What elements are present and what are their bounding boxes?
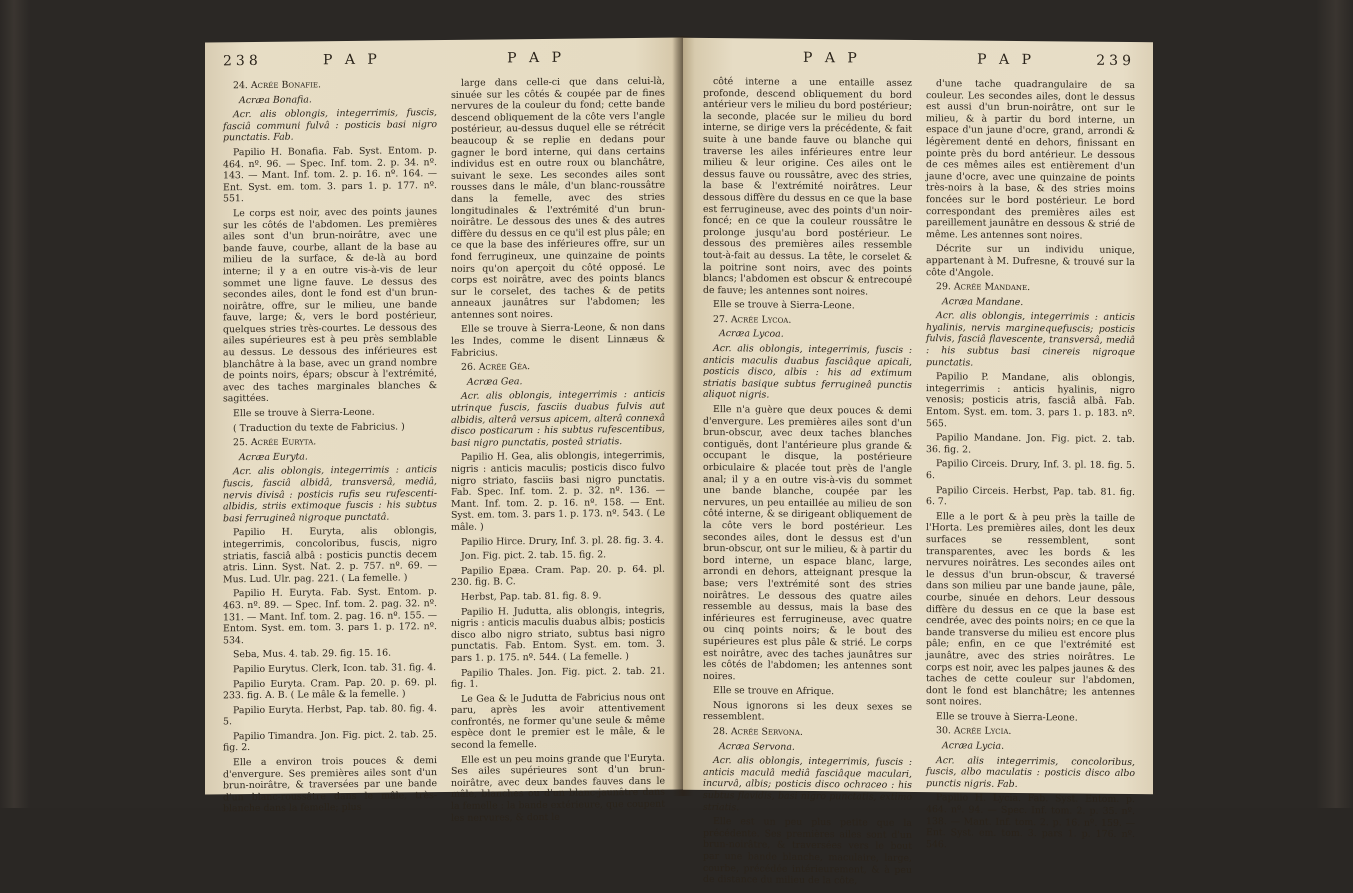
paragraph: d'une tache quadrangulaire de sa couleur. Les secondes ailes, dont le dessus est aussi d'un brun-noirâtre, ont sur le milieu, & à partir du bord interne, un espace d'un jaune d'ocre, grand, arrondi & légèrement denté en dehors, finissant en pointe près du bord antérieur. Le dessous de ces mêmes ailes est entièrement d'un jaune d'ocre, avec une quinzaine de points très-noirs à la base, & des stries moins foncées sur le bord postérieur. Le bord correspondant des premières ailes est pareillement jaunâtre en dessous & strié de même. Les antennes sont noires. [926,78,1135,242]
paragraph: Le Gea & le Judutta de Fabricius nous ont paru, après les avoir attentivement confrontés, ne former qu'une seule & même espèce dont le premier est le mâle, & le second la femelle. [451,691,665,751]
paragraph: Papilio Mandane. Jon. Fig. pict. 2. tab. 36. fig. 2. [926,432,1135,456]
paragraph: Nous ignorons si les deux sexes se ressemblent. [703,699,912,723]
paragraph: 26. Acrée Géa. [461,361,531,374]
paragraph: Elle est un peu moins grande que l'Euryta. Ses ailes supérieures sont d'un brun-noirâtre, avec deux bandes fauves dans le mâle, blanches ou d'un blanc-jaunâtre dans la femelle : la bande extérieure, que coupent les nervures, & dont le [451,752,665,824]
left-page-number: 238 [223,52,262,70]
paragraph: Décrite sur un individu unique, appartenant à M. Dufresne, & trouvé sur la côte d'Angole. [926,243,1135,279]
paragraph: Elle est un peu plus petite que la précédente. Ses premières ailes sont d'un brun-noirâtre, & traversées vers le bout par une bande blanche, maculaire, large, courbe, précédée intérieurement, & à peu de distance du milieu de la côte, [703,816,912,887]
right-page [683,38,1153,887]
paragraph: Papilio H. Lycia. Fab. Syst. Entom. p. 464. nº. 94. — Spec. Inf. tom. 2. p. 35. nº. 138. — Mant. Inf. tom. 2. p. 16. nº. 159. — Ent. Syst. em. tom. 3. pars 1. p. 176. nº. 546. [926,792,1135,851]
right-head-left: P A P [803,49,861,67]
paragraph: Papilio Euryta. Herbst, Pap. tab. 80. fig. 4. 5. [223,702,437,728]
paragraph: Elle a le port & à peu près la taille de l'Horta. Les premières ailes, dont les deux surfaces se ressemblent, sont transparentes, avec les bords & les nervures noirâtres. Les secondes ailes ont le dessus d'un brun-obscur, & traversé dans son milieu par une bande jaune, pâle, courbe, sinuée en dehors. Leur dessous diffère du dessus en ce que la base est cendrée, avec des points noirs; en ce que la bande transverse du milieu est encore plus pâle; enfin, en ce que l'extrémité est jaunâtre, avec des stries noirâtres. Le corps est noir, avec les palpes jaunes & des taches de cette couleur sur l'abdomen, dont le fond est blanchâtre; les antennes sont noires. [926,510,1135,708]
paragraph: Papilio Thales. Jon. Fig. pict. 2. tab. 21. fig. 1. [451,665,665,691]
paragraph: côté interne a une entaille assez profonde, descend obliquement du bord antérieur vers le milieu du bord postérieur; la seconde, placée sur le milieu du bord interne, se dirige vers la précédente, & fait suite à une bande fauve ou blanche qui traverse les ailes inférieures entre leur milieu & leur origine. Ces ailes ont le dessus fauve ou roussâtre, avec des stries, la base & l'extrémité noirâtres. Leur dessous diffère du dessus en ce que la base est ferrugineuse, avec des points d'un noir-foncé; en ce que la couleur roussâtre le prolonge jusqu'au bord postérieur. Le dessous des premières ailes ressemble tout-à-fait au dessus. La tête, le corselet & la poitrine sont noirs, avec des points blancs; l'abdomen est obscur & entrecoupé de fauve; les antennes sont noires. [703,76,912,298]
paragraph: 25. Acrée Euryta. [233,436,317,449]
paragraph: 27. Acrée Lycoa. [713,313,792,326]
paragraph: Acræa Gea. [467,376,523,388]
paragraph: Le corps est noir, avec des points jaunes sur les côtés de l'abdomen. Les premières ailes sont d'un brun-noirâtre, avec une bande fauve, courbe, allant de la base au milieu de la surface, & de-là au bord interne; il y a en outre vis-à-vis de leur sommet une ligne fauve. Le dessus des secondes ailes, dont le fond est d'un brun-noirâtre, offre, sur le milieu, une bande fauve, large; &, vers le bord postérieur, quelques stries très-courtes. Le dessous des ailes supérieures est à peu près semblable au dessus. Le dessous des inférieures est blanchâtre à la base, avec un grand nombre de points noirs, épars; obscur à l'extrémité, avec des taches marginales blanches & sagittées. [223,206,437,405]
paragraph: ( Traduction du texte de Fabricius. ) [233,421,405,434]
paragraph: Elle se trouve à Sierra-Leone, & non dans les Indes, comme le disent Linnæus & Fabricius. [451,322,665,359]
paragraph: Elle se trouve en Afrique. [713,685,835,698]
paragraph: Elle n'a guère que deux pouces & demi d'envergure. Les premières ailes sont d'un brun-obscur, avec deux taches blanches contiguës, dont l'antérieure plus grande & occupant le disque, la postérieure orbiculaire & placée tout près de l'angle anal; il y a en outre vis-à-vis du sommet une bande blanche, coupée par les nervures, un peu entaillée au milieu de son côté interne, & se dirigeant obliquement de la côte vers le bord postérieur. Les secondes ailes, dont le dessus est d'un brun-obscur, ont sur le milieu, & à partir du bord interne, un espace blanc, large, arrondi en dehors, atteignant presque la base; vers l'extrémité sont des stries noirâtres. Le dessous des quatre ailes ressemble au dessus, mais la base des inférieures est ferrugineuse, avec quatre ou cinq points noirs; & le bout des supérieures est plus pâle & strié. Le corps est noirâtre, avec des taches jaunâtres sur les côtés de l'abdomen; les antennes sont noires. [703,404,912,682]
paragraph: Herbst, Pap. tab. 81. fig. 8. 9. [461,590,602,603]
left-head-right: P A P [507,49,565,67]
paragraph: Papilio H. Judutta, alis oblongis, integris, nigris : anticis maculis duabus albis; posticis disco albo nigro striato, subtus basi nigro punctatis. Fab. Entom. Syst. em. tom. 3. pars 1. p. 175. nº. 544. ( La femelle. ) [451,604,665,664]
left-page [205,37,683,824]
paragraph: Elle se trouve à Sierra-Leone. [713,299,855,312]
right-page-number: 239 [1096,52,1135,70]
paragraph: Acræa Bonafia. [239,93,312,106]
paragraph: Papilio H. Euryta, alis oblongis, integerrimis, concoloribus, fuscis, nigro striatis, fasciâ albâ : posticis punctis decem atris. Linn. Syst. Nat. 2. p. 757. nº. 69. — Mus. Lud. Ulr. pag. 221. ( La femelle. ) [223,525,437,586]
paragraph: Jon. Fig. pict. 2. tab. 15. fig. 2. [461,549,607,562]
paragraph: Acr. alis oblongis, integerrimis, fuscis, fasciâ communi fulvâ : posticis basi nigro punctatis. Fab. [223,107,437,144]
paragraph: Acr. alis oblongis, integerrimis : anticis hyalinis, nervis marginequefuscis; posticis fulvis, fasciâ flavescente, transversâ, mediâ : his subtus basi cinereis nigroque punctatis. [926,310,1135,369]
left-running-head [223,49,665,77]
paragraph: 30. Acrée Lycia. [936,725,1012,738]
paragraph: Papilio Euryta. Cram. Pap. 20. p. 69. pl. 233. fig. A. B. ( Le mâle & la femelle. ) [223,676,437,702]
paragraph: Acr. alis oblongis, integerrimis, fuscis : anticis maculâ mediâ fasciâque maculari, incurvâ, albis; posticis disco ochraceo : his subtus flavidis, basi nigro punctatis, extimo striatis. [703,755,912,813]
right-column-2 [926,78,1135,893]
right-head-right: P A P [977,51,1035,69]
paragraph: Papilio Eurytus. Clerk, Icon. tab. 31. fig. 4. [233,661,437,676]
paragraph: Acr. alis oblongis, integerrimis, fuscis : anticis maculis duabus fasciâque apicali, posticis disco, albis : his ad extimum striatis basique subtus ferrugineâ punctis aliquot nigris. [703,343,912,402]
paragraph: large dans celle-ci que dans celui-là, sinuée sur les côtés & coupée par de fines nervures de la couleur du fond; cette bande descend obliquement de la côte vers l'angle postérieur, au-dessus duquel elle se rétrécit beaucoup & se replie en dedans pour gagner le bord interne, qui dans certains individus est en outre roux ou blanchâtre, suivant le sexe. Les secondes ailes sont rousses dans le mâle, d'un blanc-roussâtre dans la femelle, avec des stries longitudinales & l'extrémité d'un brun-noirâtre. Le dessous des unes & des autres diffère du dessus en ce qu'il est plus pâle; en ce que la base des inférieures offre, sur un fond ferrugineux, une quinzaine de points noirs qu'on aperçoit du côté opposé. Le corps est noirâtre, avec des points blancs sur le corselet, des taches & de petits anneaux jaunâtres sur l'abdomen; les antennes sont noires. [451,75,665,321]
paragraph: Papilio H. Euryta. Fab. Syst. Entom. p. 463. nº. 89. — Spec. Inf. tom. 2. pag. 32. nº. 131. — Mant. Inf. tom. 2. pag. 16. nº. 155. — Entom. Syst. em. tom. 3. pars 1. p. 172. nº. 534. [223,586,437,647]
paragraph: Papilio H. Gea, alis oblongis, integerrimis, nigris : anticis maculis; posticis disco fulvo nigro striato, fasciis basi nigro punctatis. Fab. Spec. Inf. tom. 2. p. 32. nº. 136. — Mant. Inf. tom. 2. p. 16. nº. 158. — Ent. Syst. em. tom. 3. pars 1. p. 173. nº. 543. ( Le mâle. ) [451,450,665,533]
paragraph: Acræa Lycoa. [719,328,784,341]
paragraph: 24. Acrée Bonafie. [233,79,322,92]
paragraph: Papilio Circeis. Herbst, Pap. tab. 81. fig. 6. 7. [926,484,1135,508]
paragraph: Acræa Servona. [719,740,795,753]
paragraph: Papilio H. Bonafia. Fab. Syst. Entom. p. 464. nº. 96. — Spec. Inf. tom. 2. p. 34. nº. 143. — Mant. Inf. tom. 2. p. 16. nº. 164. — Ent. Syst. em. tom. 3. pars 1. p. 177. nº. 551. [223,145,437,205]
right-column-1 [703,76,912,891]
left-column-2 [451,76,665,827]
left-column-1 [223,78,437,829]
left-head-left: P A P [323,51,381,69]
paragraph: Acræa Euryta. [239,451,308,463]
paragraph: 28. Acrée Servona. [713,726,803,738]
paragraph: Papilio Timandra. Jon. Fig. pict. 2. tab. 25. fig. 2. [223,728,437,754]
paragraph: Acr. alis integerrimis, concoloribus, fuscis, albo maculatis : posticis disco albo punctis nigris. Fab. [926,754,1135,790]
paragraph: Acr. alis oblongis, integerrimis : anticis fuscis, fasciâ albidâ, transversâ, mediâ, nervis divisâ : posticis rufis seu rufescenti-albidis, striis extimoque fuscis : his subtus basi ferrugineâ nigroque punctatâ. [223,464,437,525]
paragraph: 29. Acrée Mandane. [936,281,1031,294]
paragraph: Papilio Circeis. Drury, Inf. 3. pl. 18. fig. 5. 6. [926,458,1135,482]
paragraph: Elle a environ trois pouces & demi d'envergure. Ses premières ailes sont d'un brun-noirâtre, & traversées par une bande d'un blanc-roussâtre dans le mâle, très-blanche dans la femelle; plus [223,755,437,815]
paragraph: Papilio Hirce. Drury, Inf. 3. pl. 28. fig. 3. 4. [461,534,664,548]
paragraph: Papilio P. Mandane, alis oblongis, integerrimis : anticis hyalinis, nigro venosis; posticis atris, fasciâ albâ. Fab. Entom. Syst. em. tom. 3. pars 1. p. 183. nº. 565. [926,371,1135,429]
paragraph: Elle se trouve à Sierra-Leone. [936,711,1078,724]
paragraph: Acræa Mandane. [942,295,1024,308]
paragraph: Acr. alis oblongis, integerrimis : anticis utrinque fuscis, fasciis duabus fulvis aut albidis, alterâ versus apicem, alterâ connexâ disco posticarum : his subtus rufescentibus, basi nigro punctatis, posteâ striatis. [451,389,665,449]
paragraph: Papilio Epæa. Cram. Pap. 20. p. 64. pl. 230. fig. B. C. [451,563,665,589]
right-running-head [703,49,1135,76]
paragraph: Elle se trouve à Sierra-Leone. [233,406,375,420]
paragraph: Seba, Mus. 4. tab. 29. fig. 15. 16. [233,647,392,661]
paragraph: Acræa Lycia. [942,740,1005,752]
